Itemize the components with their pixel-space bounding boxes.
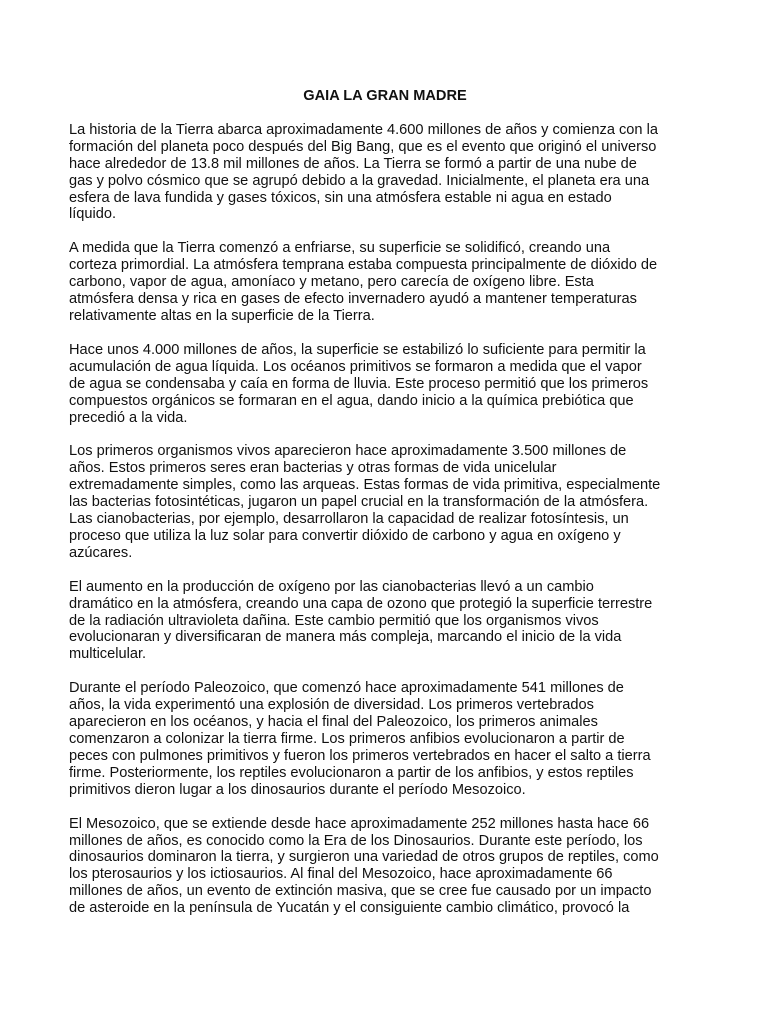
paragraph-5: El aumento en la producción de oxígeno por las cianobacterias llevó a un cambio dramático en la atmósfera, creando una capa de ozono que protegió la superficie terrestre de la radiación ultravioleta dañina. Este cambio permitió que los organismos vivos evolucionaran y diversificaran de manera más compleja, marcando el inicio de la vida multicelular.: [69, 578, 653, 663]
paragraph-1: La historia de la Tierra abarca aproximadamente 4.600 millones de años y comienza con la formación del planeta poco después del Big Bang, que es el evento que originó el universo hace alrededor de 13.8 mil millones de años. La Tierra se formó a partir de una nube de gas y polvo cósmico que se agrupó debido a la gravedad. Inicialmente, el planeta era una esfera de lava fundida y gases tóxicos, sin una atmósfera estable ni agua en estado líquido.: [69, 121, 658, 223]
paragraph-7: El Mesozoico, que se extiende desde hace aproximadamente 252 millones hasta hace 66 millones de años, es conocido como la Era de los Dinosaurios. Durante este período, los dinosaurios dominaron la tierra, y surgieron una variedad de otros grupos de reptiles, como los pterosaurios y los ictiosaurios. Al final del Mesozoico, hace aproximadamente 66 millones de años, un evento de extinción masiva, que se cree fue causado por un impacto de asteroide en la península de Yucatán y el consiguiente cambio climático, provocó la: [69, 815, 659, 917]
document-body: [69, 88, 701, 934]
paragraph-4: Los primeros organismos vivos aparecieron hace aproximadamente 3.500 millones de años. Estos primeros seres eran bacterias y otras formas de vida unicelular extremadamente simples, como las arqueas. Estas formas de vida primitiva, especialmente las bacterias fotosintéticas, jugaron un papel crucial en la transformación de la atmósfera. Las cianobacterias, por ejemplo, desarrollaron la capacidad de realizar fotosíntesis, un proceso que utiliza la luz solar para convertir dióxido de carbono y agua en oxígeno y azúcares.: [69, 443, 661, 561]
document-title: GAIA LA GRAN MADRE: [303, 88, 467, 104]
paragraph-2: A medida que la Tierra comenzó a enfriarse, su superficie se solidificó, creando una corteza primordial. La atmósfera temprana estaba compuesta principalmente de dióxido de carbono, vapor de agua, amoníaco y metano, pero carecía de oxígeno libre. Esta atmósfera densa y rica en gases de efecto invernadero ayudó a mantener temperaturas relativamente altas en la superficie de la Tierra.: [69, 240, 658, 324]
paragraph-3: Hace unos 4.000 millones de años, la superficie se estabilizó lo suficiente para permitir la acumulación de agua líquida. Los océanos primitivos se formaron a medida que el vapor de agua se condensaba y caía en forma de lluvia. Este proceso permitió que los primeros compuestos orgánicos se formaran en el agua, dando inicio a la química prebiótica que precedió a la vida.: [69, 341, 649, 426]
paragraph-6: Durante el período Paleozoico, que comenzó hace aproximadamente 541 millones de años, la vida experimentó una explosión de diversidad. Los primeros vertebrados aparecieron en los océanos, y hacia el final del Paleozoico, los primeros animales comenzaron a colonizar la tierra firme. Los primeros anfibios evolucionaron a partir de peces con pulmones primitivos y fueron los primeros vertebrados en hacer el salto a tierra firme. Posteriormente, los reptiles evolucionaron a partir de los anfibios, y estos reptiles primitivos dieron lugar a los dinosaurios durante el período Mesozoico.: [69, 680, 651, 798]
